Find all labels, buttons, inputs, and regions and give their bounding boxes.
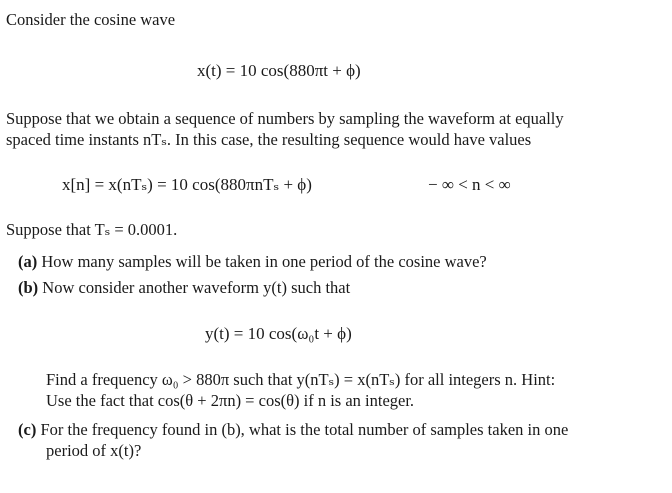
part-b-label: (b) xyxy=(18,278,39,297)
intro-text: Consider the cosine wave xyxy=(6,10,176,29)
second-waveform-equation: y(t) = 10 cos(ω₀t + ϕ) xyxy=(205,324,352,343)
cosine-wave-equation: x(t) = 10 cos(880πt + ϕ) xyxy=(197,61,361,80)
sampled-sequence-equation: x[n] = x(nTₛ) = 10 cos(880πnTₛ + ϕ) xyxy=(62,175,312,194)
sampling-paragraph-line-1: Suppose that we obtain a sequence of numbers by sampling the waveform at equally xyxy=(6,109,564,128)
part-a xyxy=(18,252,487,272)
part-b-instruction-line-2: Use the fact that cos(θ + 2πn) = cos(θ) if n is an integer. xyxy=(46,391,415,410)
part-c-text-line-2: period of x(t)? xyxy=(46,441,142,460)
part-a-label: (a) xyxy=(18,252,38,271)
part-b-instruction-line-1: Find a frequency ω₀ > 880π such that y(nTₛ) = x(nTₛ) for all integers n. Hint: xyxy=(46,370,556,389)
sampling-period-statement: Suppose that Tₛ = 0.0001. xyxy=(6,220,178,239)
part-c xyxy=(18,420,568,440)
sampling-paragraph-line-2: spaced time instants nTₛ. In this case, the resulting sequence would have values xyxy=(6,130,532,149)
part-a-text: How many samples will be taken in one period of the cosine wave? xyxy=(41,252,487,271)
part-c-label: (c) xyxy=(18,420,37,439)
part-c-text-line-1: For the frequency found in (b), what is the total number of samples taken in one xyxy=(40,420,569,439)
sequence-index-range: − ∞ < n < ∞ xyxy=(428,175,511,194)
part-b xyxy=(18,278,350,298)
part-b-text: Now consider another waveform y(t) such that xyxy=(42,278,351,297)
